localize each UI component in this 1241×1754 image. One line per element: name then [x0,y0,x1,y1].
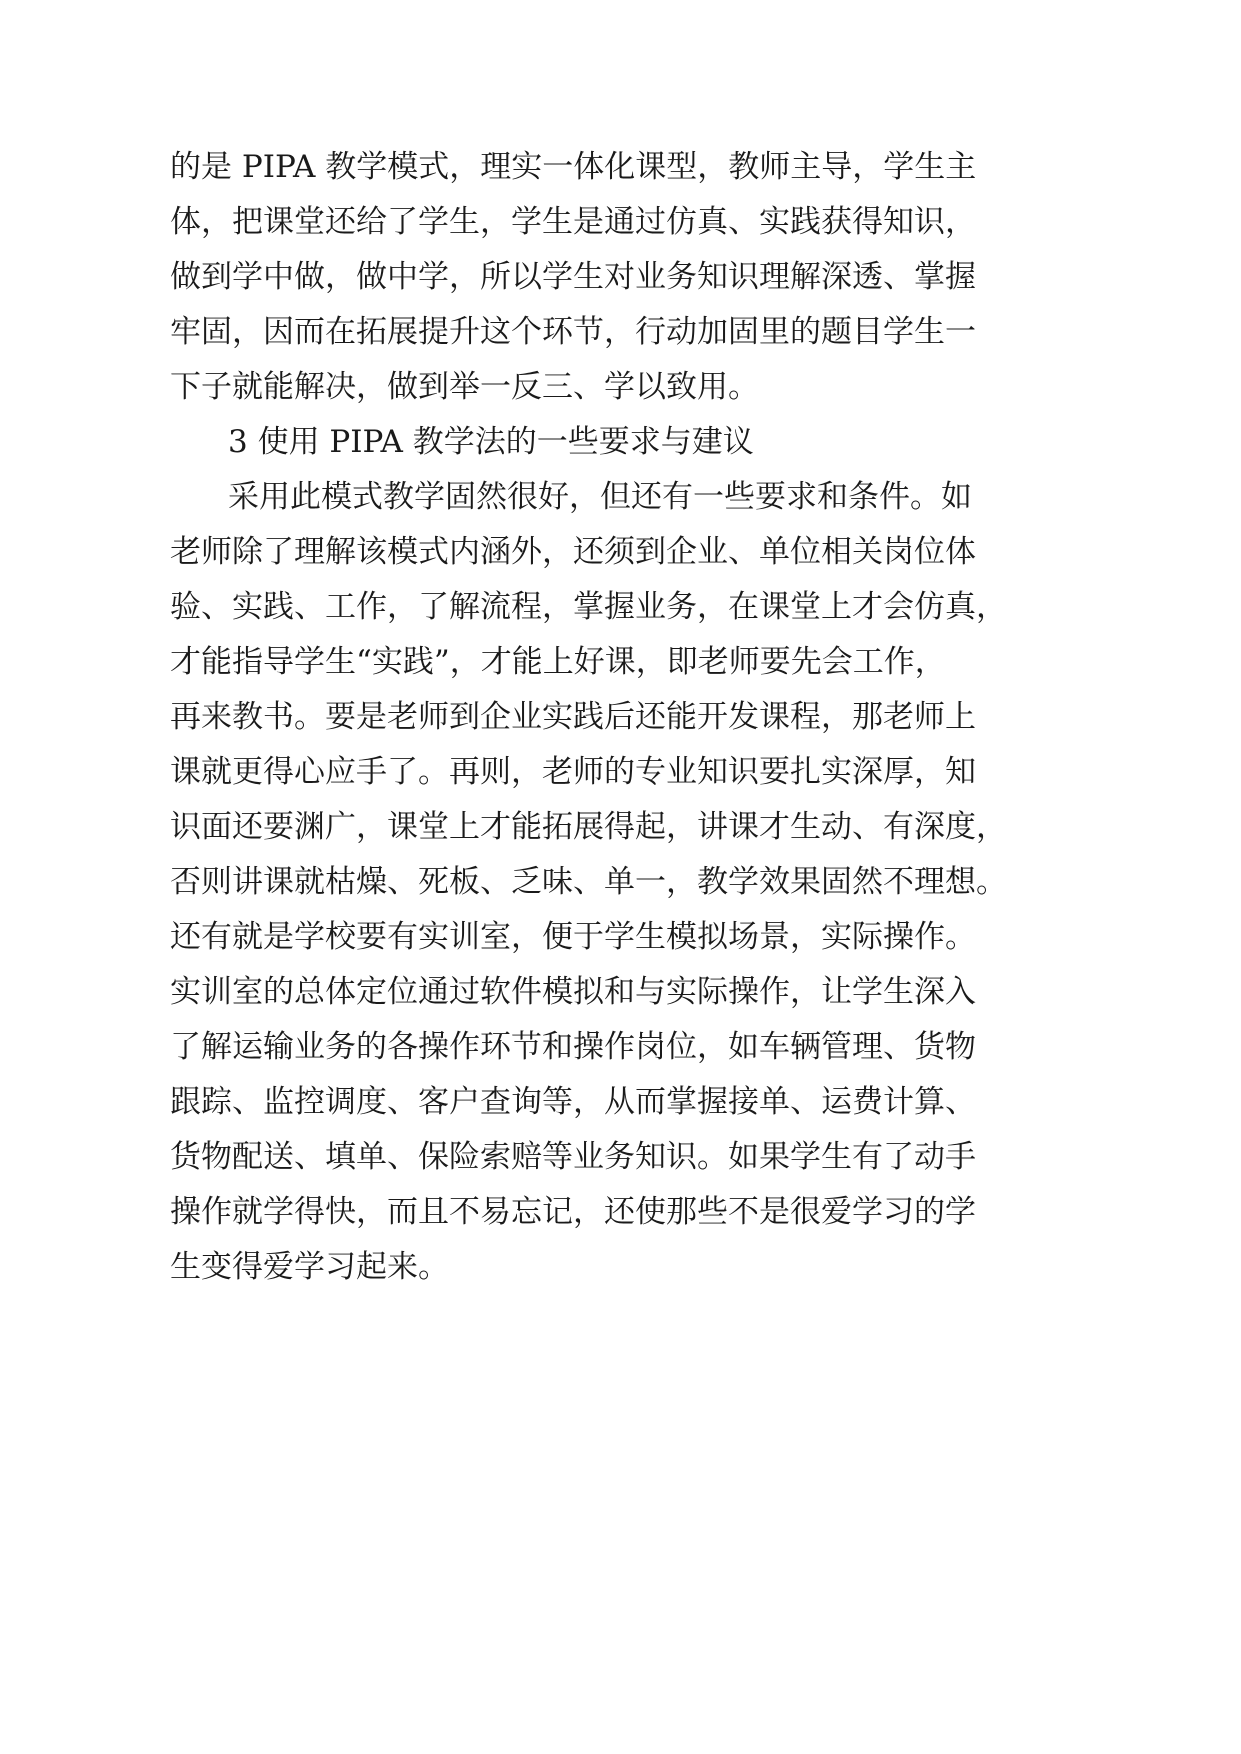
text-line: 牢固，因而在拓展提升这个环节，行动加固里的题目学生一 [170,314,976,350]
text-line: 做到学中做，做中学，所以学生对业务知识理解深透、掌握 [170,259,976,295]
text-line: 实训室的总体定位通过软件模拟和与实际操作，让学生深入 [170,974,976,1010]
text-line: 采用此模式教学固然很好，但还有一些要求和条件。如 [228,479,972,515]
text-line: 才能指导学生“实践”，才能上好课，即老师要先会工作， [170,644,946,680]
text-line: 否则讲课就枯燥、死板、乏味、单一，教学效果固然不理想。 [170,864,1007,900]
text-line: 货物配送、填单、保险索赔等业务知识。如果学生有了动手 [170,1139,976,1175]
text-line: 操作就学得快，而且不易忘记，还使那些不是很爱学习的学 [170,1194,976,1230]
text-line: 了解运输业务的各操作环节和操作岗位，如车辆管理、货物 [170,1029,976,1065]
text-line: 老师除了理解该模式内涵外，还须到企业、单位相关岗位体 [170,534,976,570]
text-line: 识面还要渊广，课堂上才能拓展得起，讲课才生动、有深度， [170,809,1007,845]
text-line: 课就更得心应手了。再则，老师的专业知识要扎实深厚，知 [170,754,976,790]
section-heading: 3 使用 PIPA 教学法的一些要求与建议 [228,424,754,460]
text-line: 还有就是学校要有实训室，便于学生模拟场景，实际操作。 [170,919,976,955]
text-line: 下子就能解决，做到举一反三、学以致用。 [170,369,759,405]
text-line: 生变得爱学习起来。 [170,1249,449,1285]
text-line: 的是 PIPA 教学模式，理实一体化课型，教师主导，学生主 [170,149,977,185]
text-line: 跟踪、监控调度、客户查询等，从而掌握接单、运费计算、 [170,1084,976,1120]
text-line: 再来教书。要是老师到企业实践后还能开发课程，那老师上 [170,699,976,735]
text-line: 体，把课堂还给了学生，学生是通过仿真、实践获得知识， [170,204,976,240]
text-line: 验、实践、工作，了解流程，掌握业务，在课堂上才会仿真， [170,589,1007,625]
